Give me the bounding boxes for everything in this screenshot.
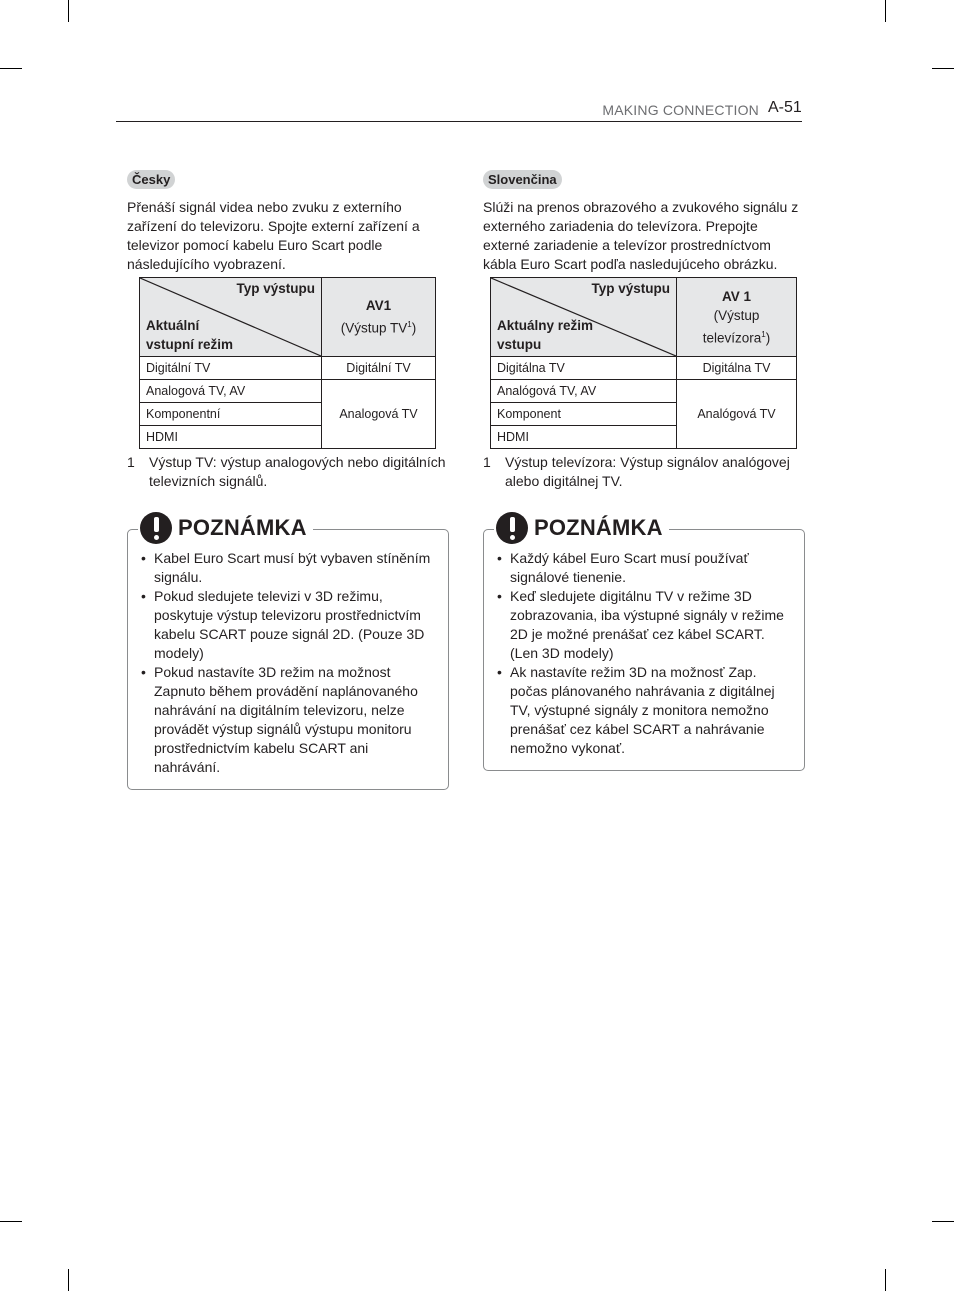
note-list bbox=[140, 549, 436, 777]
signal-table bbox=[139, 277, 436, 449]
slovak-section bbox=[483, 170, 805, 771]
output-type-header: Typ výstupu bbox=[236, 281, 315, 296]
av1-sublabel: (Výstup TV bbox=[340, 320, 408, 336]
note-item: • Kabel Euro Scart musí být vybaven stíněním signálu. bbox=[140, 549, 436, 587]
note-item: • Pokud nastavíte 3D režim na možnost Zapnuto během provádění naplánovaného nahrávání na digitálním televizoru, nelze provádět výstup signálů výstupu monitoru prostřednictvím kabelu SCART ani nahrávání. bbox=[140, 663, 436, 777]
intro-text: Přenáší signál videa nebo zvuku z externího zařízení do televizoru. Spojte externí zařízení a televizor pomocí kabelu Euro Scart podle následujícího vyobrazení. bbox=[127, 199, 420, 272]
language-tag-slovak: Slovenčina bbox=[483, 170, 562, 189]
czech-section bbox=[127, 170, 449, 790]
table-diagonal-header bbox=[140, 278, 322, 357]
note-box bbox=[483, 515, 805, 771]
av1-sublabel-close: ) bbox=[765, 330, 771, 346]
note-item: • Ak nastavíte režim 3D na možnosť Zap. počas plánovaného nahrávania z digitálnej TV, výstupné signály z monitora nemožno prenášať cez kábel SCART a nahrávanie nemožno vykonať. bbox=[496, 663, 792, 758]
footnote-number: 1 bbox=[127, 454, 135, 470]
signal-table bbox=[490, 277, 797, 449]
av1-label: AV1 bbox=[365, 298, 392, 314]
note-heading bbox=[138, 512, 313, 544]
output-type-header: Typ výstupu bbox=[591, 281, 670, 296]
table-row-label: Analogová TV, AV bbox=[140, 380, 322, 403]
table-cell-output: Digitální TV bbox=[322, 357, 436, 380]
note-title: POZNÁMKA bbox=[178, 515, 307, 540]
footnote-text: Výstup TV: výstup analogových nebo digitálních televizních signálů. bbox=[149, 454, 446, 489]
language-tag-czech: Česky bbox=[127, 170, 175, 189]
input-mode-header: Aktuálny režim vstupu bbox=[497, 318, 594, 352]
av1-column-header bbox=[677, 278, 797, 357]
header-rule bbox=[116, 121, 802, 122]
crop-mark bbox=[885, 1269, 886, 1291]
table-cell-output: Analógová TV bbox=[677, 380, 797, 449]
note-heading bbox=[494, 512, 669, 544]
table-row-label: HDMI bbox=[140, 426, 322, 449]
crop-mark bbox=[0, 1221, 22, 1222]
av1-sublabel: (Výstup televízora bbox=[702, 307, 762, 346]
note-list bbox=[496, 549, 792, 758]
table-cell-output: Digitálna TV bbox=[677, 357, 797, 380]
exclamation-icon bbox=[496, 512, 528, 544]
crop-mark bbox=[68, 1269, 69, 1291]
crop-mark bbox=[0, 68, 22, 69]
footnote bbox=[483, 453, 805, 491]
table-row-label: Digitální TV bbox=[140, 357, 322, 380]
footnote-number: 1 bbox=[483, 454, 491, 470]
intro-text: Slúži na prenos obrazového a zvukového signálu z externého zariadenia do televízora. Prepojte externé zariadenie a televízor prostredníctvom kábla Euro Scart podľa nasledujúceho obrázku. bbox=[483, 199, 799, 272]
table-row-label: Digitálna TV bbox=[491, 357, 677, 380]
footnote-text: Výstup televízora: Výstup signálov analógovej alebo digitálnej TV. bbox=[505, 454, 790, 489]
table-row-label: HDMI bbox=[491, 426, 677, 449]
crop-mark bbox=[932, 1221, 954, 1222]
exclamation-icon bbox=[140, 512, 172, 544]
note-item: • Pokud sledujete televizi v 3D režimu, poskytuje výstup televizoru prostřednictvím kabelu SCART pouze signál 2D. (Pouze 3D modely) bbox=[140, 587, 436, 663]
table-row-label: Analógová TV, AV bbox=[491, 380, 677, 403]
table-row-label: Komponent bbox=[491, 403, 677, 426]
running-header-section: MAKING CONNECTION bbox=[602, 102, 759, 118]
note-item: • Každý kábel Euro Scart musí používať signálové tienenie. bbox=[496, 549, 792, 587]
footnote-ref: 1 bbox=[407, 320, 412, 330]
table-row-label: Komponentní bbox=[140, 403, 322, 426]
note-title: POZNÁMKA bbox=[534, 515, 663, 540]
page-number: A-51 bbox=[768, 99, 802, 116]
crop-mark bbox=[68, 0, 69, 22]
footnote bbox=[127, 453, 449, 491]
av1-sublabel-close: ) bbox=[411, 320, 417, 336]
note-item: • Keď sledujete digitálnu TV v režime 3D zobrazovania, iba výstupné signály v režime 2D je možné prenášať cez kábel SCART. (Len 3D modely) bbox=[496, 587, 792, 663]
av1-column-header bbox=[322, 278, 436, 357]
footnote-ref: 1 bbox=[761, 329, 766, 339]
table-cell-output: Analogová TV bbox=[322, 380, 436, 449]
av1-label: AV 1 bbox=[721, 288, 751, 304]
table-diagonal-header bbox=[491, 278, 677, 357]
crop-mark bbox=[932, 68, 954, 69]
input-mode-header: Aktuální vstupní režim bbox=[146, 318, 234, 352]
note-box bbox=[127, 515, 449, 790]
crop-mark bbox=[885, 0, 886, 22]
